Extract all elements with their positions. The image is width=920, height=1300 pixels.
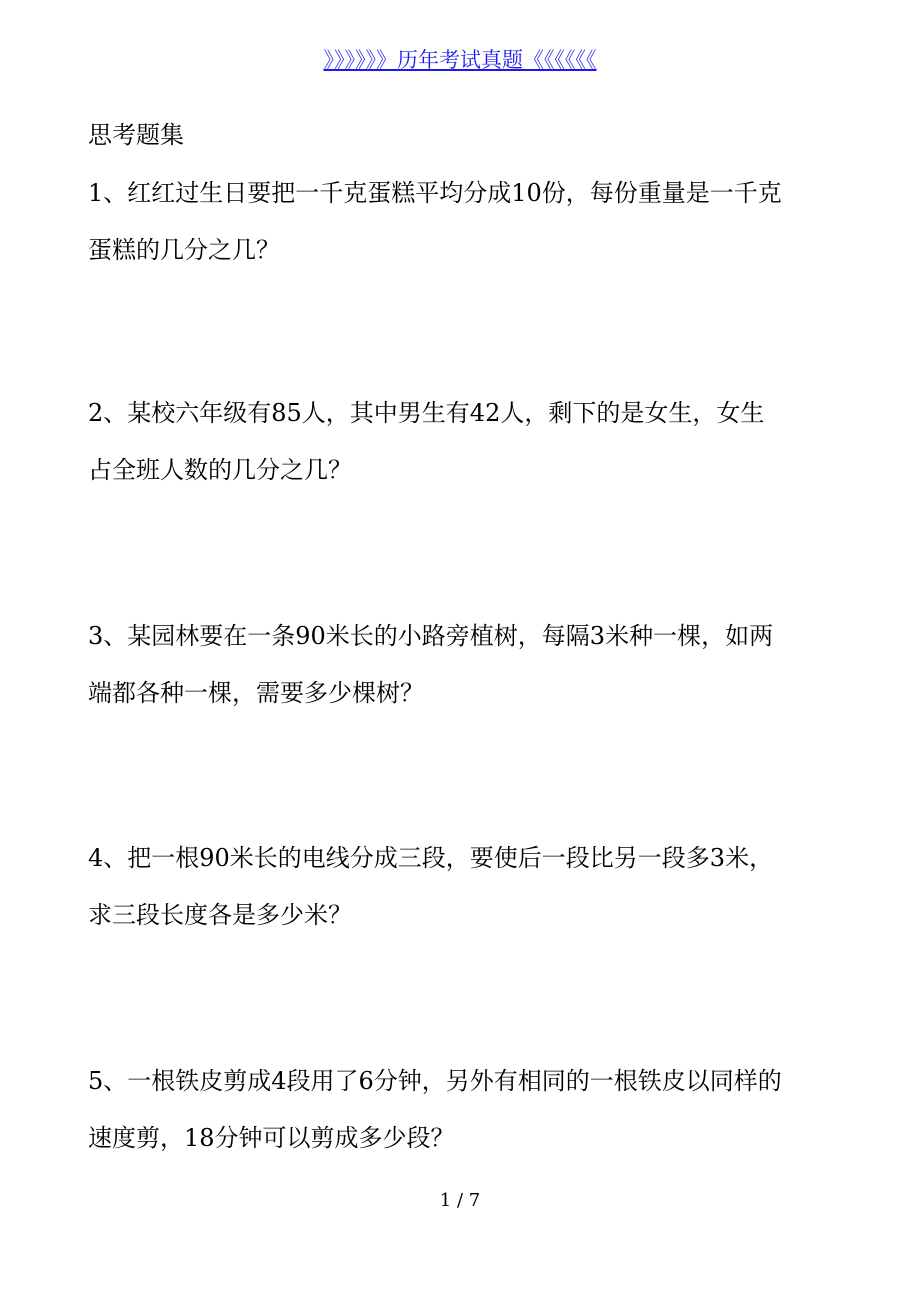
question-2: 2、某校六年级有85人，其中男生有42人，剩下的是女生，女生占全班人数的几分之几？ — [88, 399, 765, 484]
question-4: 4、把一根90米长的电线分成三段，要使后一段比另一段多3米，求三段长度各是多少米？ — [88, 844, 774, 929]
header-link[interactable]: 》》》》》》历年考试真题《《《《《《 — [323, 48, 597, 72]
question-3: 3、某园林要在一条90米长的小路旁植树，每隔3米种一棵，如两端都各种一棵，需要多少棵树？ — [88, 622, 774, 707]
page-indicator: 1 / 7 — [439, 1190, 481, 1211]
question-1: 1、红红过生日要把一千克蛋糕平均分成10份，每份重量是一千克蛋糕的几分之几？ — [88, 179, 782, 264]
page-title: 思考题集 — [88, 121, 184, 149]
question-5: 5、一根铁皮剪成4段用了6分钟，另外有相同的一根铁皮以同样的速度剪，18分钟可以剪成多少段？ — [88, 1067, 782, 1152]
